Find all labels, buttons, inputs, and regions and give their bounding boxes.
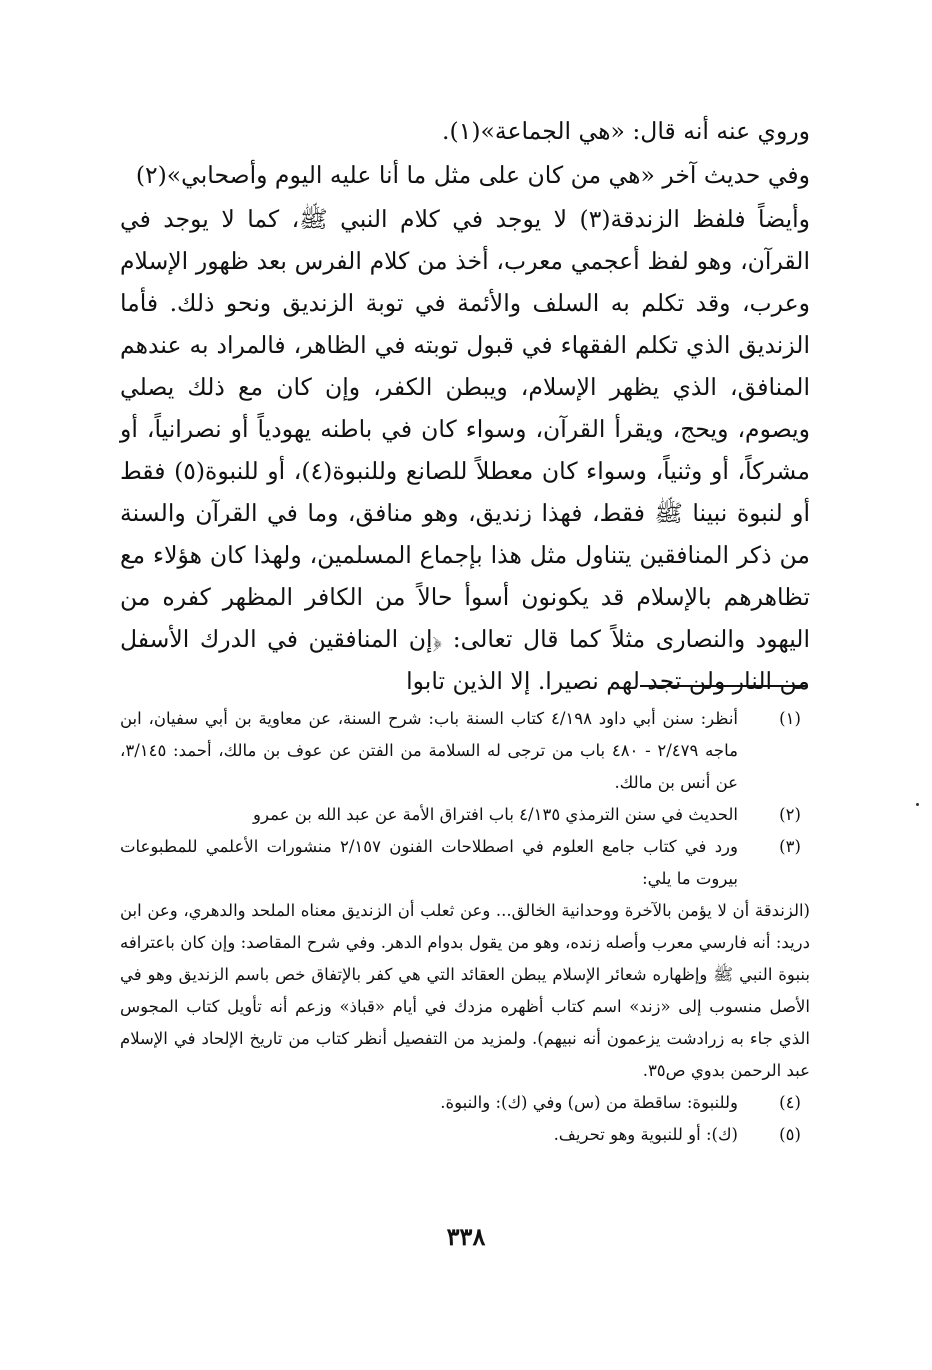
footnote-number: (٥) xyxy=(779,1125,801,1144)
footnote-number: (٤) xyxy=(779,1093,801,1112)
footnote-2 xyxy=(120,799,810,831)
footnote-5 xyxy=(120,1119,810,1151)
footnote-3 xyxy=(120,831,810,895)
footnote-3-quote: (الزندقة أن لا يؤمن بالآخرة ووحدانية الخالق... وعن ثعلب أن الزنديق معناه الملحد والدهري، وعن ابن دريد: أنه فارسي معرب وأصله زنده، وهو من يقول بدوام الدهر. وفي شرح المقاصد: وإن كان باعترافه بنبوة النبي ﷺ وإظهاره شعائر الإسلام يبطن العقائد التي هي كفر بالإتفاق خص باسم الزنديق وهو في الأصل منسوب إلى «زند» اسم كتاب أظهره مزدك في أيام «قباذ» وزعم أنه تأويل كتاب المجوس الذي جاء به زرادشت يزعمون أنه نبيهم). ولمزيد من التفصيل أنظر كتاب من تاريخ الإلحاد في الإسلام عبد الرحمن بدوي ص٣٥. xyxy=(120,901,810,1080)
footnote-text: ورد في كتاب جامع العلوم في اصطلاحات الفنون ٢/١٥٧ منشورات الأعلمي للمطبوعات بيروت ما يلي: xyxy=(120,837,738,888)
scan-speck xyxy=(916,803,919,806)
paragraph-2: وفي حديث آخر «هي من كان على مثل ما أنا عليه اليوم وأصحابي»(٢) xyxy=(135,161,810,189)
footnote-text: الحديث في سنن الترمذي ٤/١٣٥ باب افتراق الأمة عن عبد الله بن عمرو xyxy=(253,805,738,824)
footnote-text: وللنبوة: ساقطة من (س) وفي (ك): والنبوة. xyxy=(440,1093,738,1112)
footnote-separator xyxy=(640,685,806,687)
footnote-4 xyxy=(120,1087,810,1119)
footnote-text: (ك): أو للنبوية وهو تحريف. xyxy=(553,1125,738,1144)
page-number: ٣٣٨ xyxy=(446,1222,486,1251)
footnote-number: (٢) xyxy=(779,805,801,824)
footnote-1 xyxy=(120,703,810,799)
footnote-text: أنظر: سنن أبي داود ٤/١٩٨ كتاب السنة باب: شرح السنة، عن معاوية بن أبي سفيان، ابن ماجه ٢/٤٧٩ - ٤٨٠ باب من ترجى له السلامة من الفتن عن عوف بن مالك، أحمد: ٣/١٤٥، عن أنس بن مالك. xyxy=(120,709,738,792)
main-text xyxy=(120,110,810,702)
footnotes xyxy=(120,703,810,1151)
paragraph-3: وأيضاً فلفظ الزندقة(٣) لا يوجد في كلام النبي ﷺ، كما لا يوجد في القرآن، وهو لفظ أعجمي معرب، أخذ من كلام الفرس بعد ظهور الإسلام وعرب، وقد تكلم به السلف والأئمة في توبة الزنديق ونحو ذلك. فأما الزنديق الذي تكلم الفقهاء في قبول توبته في الظاهر، فالمراد به عندهم المنافق، الذي يظهر الإسلام، ويبطن الكفر، وإن كان مع ذلك يصلي ويصوم، ويحج، ويقرأ القرآن، وسواء كان في باطنه يهودياً أو نصرانياً، أو مشركاً، أو وثنياً، وسواء كان معطلاً للصانع وللنبوة(٤)، أو للنبوة(٥) فقط أو لنبوة نبينا ﷺ فقط، فهذا زنديق، وهو منافق، وما في القرآن والسنة من ذكر المنافقين يتناول مثل هذا بإجماع المسلمين، ولهذا كان هؤلاء مع تظاهرهم بالإسلام قد يكونون أسوأ حالاً من الكافر المظهر كفره من اليهود والنصارى مثلاً كما قال تعالى: ﴿إن المنافقين في الدرك الأسفل من النار ولن تجد لهم نصيرا. إلا الذين تابوا xyxy=(120,205,810,695)
paragraph-1: وروي عنه أنه قال: «هي الجماعة»(١). xyxy=(442,117,810,145)
footnote-number: (١) xyxy=(779,709,801,728)
footnote-number: (٣) xyxy=(779,837,801,856)
